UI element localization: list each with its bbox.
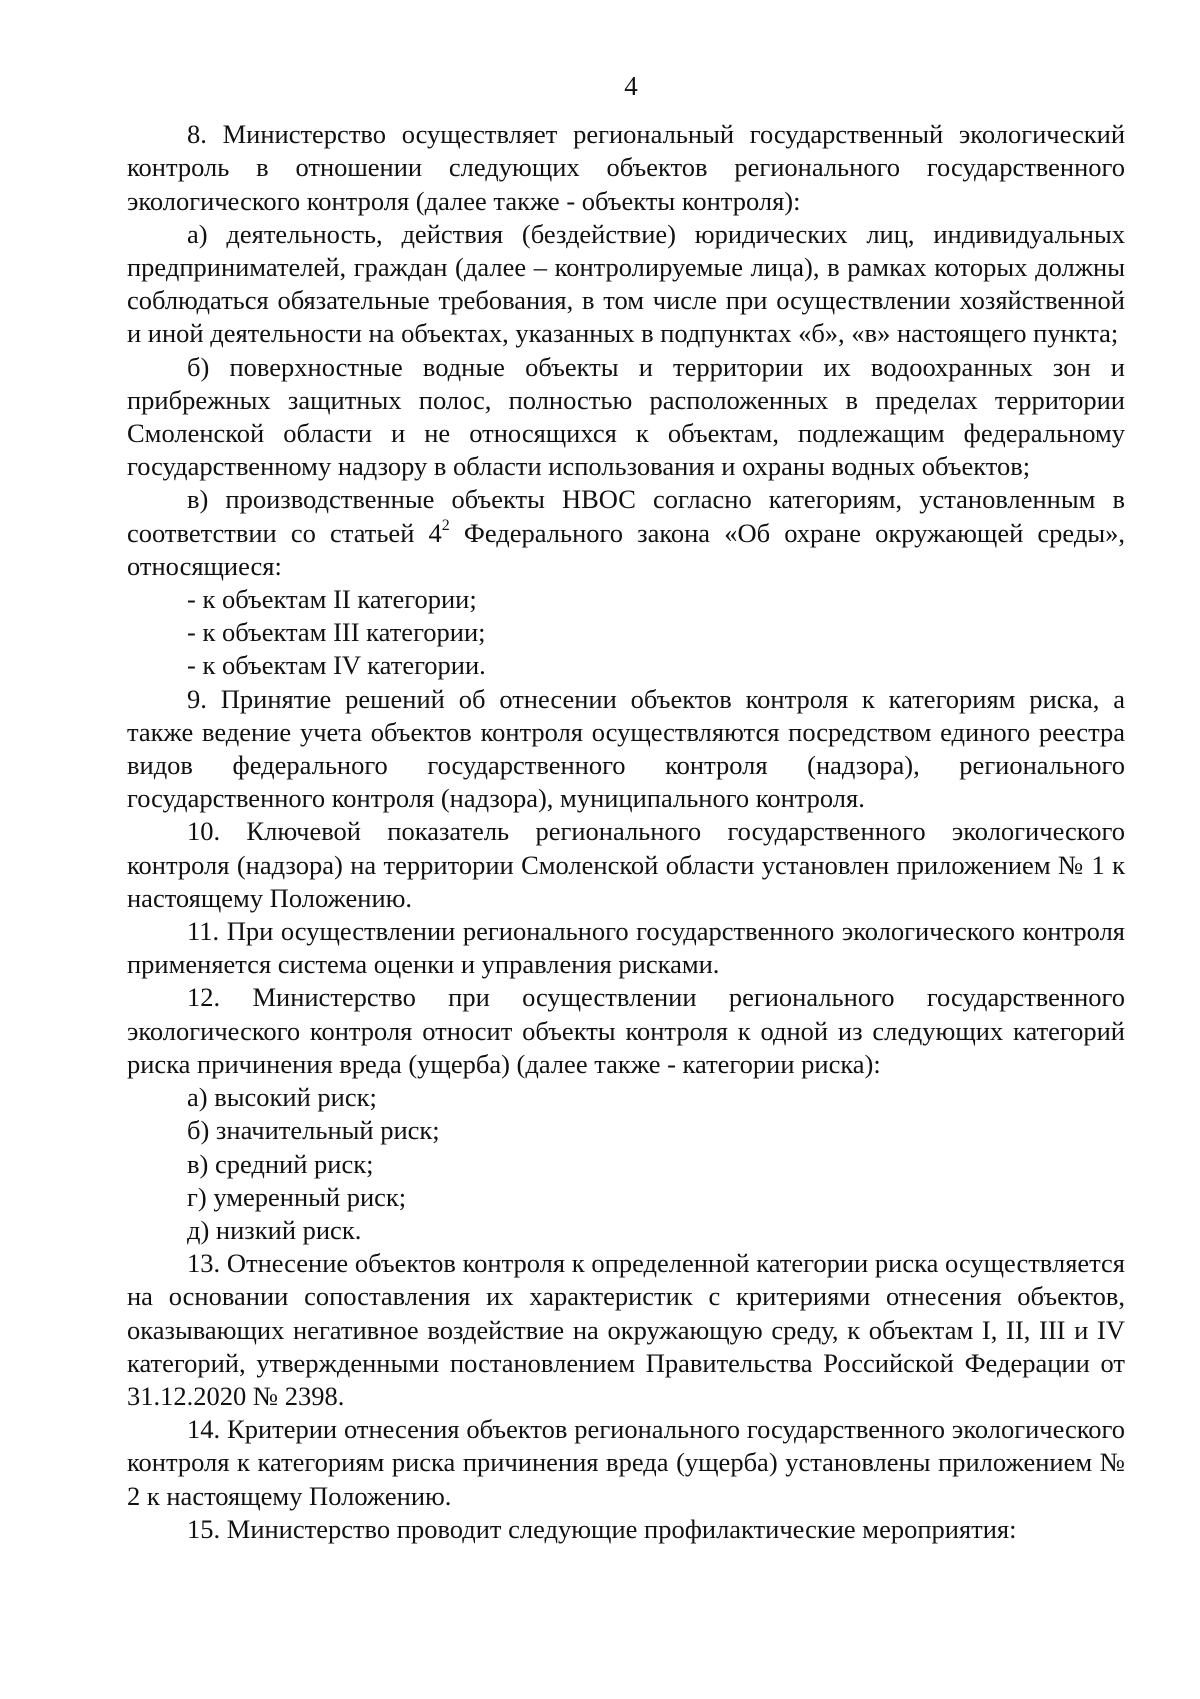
paragraph-8-b: б) поверхностные водные объекты и территории их водоохранных зон и прибрежных защитных полос, полностью расположенных в пределах территории Смоленской области и не относящихся к объектам, подлежащим федеральному государственному надзору в области использования и охраны водных объектов; [127, 351, 1125, 482]
paragraph-8-v-text-end: Федерального закона «Об охране окружающей среды», относящиеся: [127, 517, 1126, 581]
paragraph-9: 9. Принятие решений об отнесении объектов контроля к категориям риска, а также ведение учета объектов контроля осуществляются посредством единого реестра видов федерального государственного контроля (надзора), регионального государственного контроля (надзора), муниципального контроля. [127, 683, 1125, 814]
paragraph-8-v [127, 483, 1125, 583]
paragraph-14: 14. Критерии отнесения объектов регионального государственного экологического контроля к категориям риска причинения вреда (ущерба) установлены приложением № 2 к настоящему Положению. [127, 1414, 1125, 1511]
paragraph-13: 13. Отнесение объектов контроля к определенной категории риска осуществляется на основании сопоставления их характеристик с критериями отнесения объектов, оказывающих негативное воздействие на окружающую среду, к объектам I, II, III и IV категорий, утвержденными постановлением Правительства Российской Федерации от 31.12.2020 № 2398. [127, 1248, 1125, 1411]
paragraph-11: 11. При осуществлении регионального государственного экологического контроля применяется система оценки и управления рисками. [127, 916, 1125, 980]
paragraph-10: 10. Ключевой показатель регионального государственного экологического контроля (надзора) на территории Смоленской области установлен приложением № 1 к настоящему Положению. [127, 816, 1125, 913]
category-item: - к объектам IV категории. [187, 650, 486, 681]
paragraph-8: 8. Министерство осуществляет региональный государственный экологический контроль в отношении следующих объектов регионального государственного экологического контроля (далее также - объекты контроля): [127, 119, 1125, 216]
paragraph-8-v-text: в) производственные объекты НВОС согласно категориям, установленным в соответствии со статьей 4 [127, 484, 1125, 548]
risk-item: д) низкий риск. [187, 1214, 362, 1245]
category-item: - к объектам III категории; [187, 617, 486, 648]
risk-item: б) значительный риск; [187, 1115, 440, 1146]
paragraph-12: 12. Министерство при осуществлении регионального государственного экологического контроля относит объекты контроля к одной из следующих категорий риска причинения вреда (ущерба) (далее также - категории риска): [127, 982, 1125, 1079]
risk-item: г) умеренный риск; [187, 1181, 407, 1212]
risk-item: а) высокий риск; [187, 1082, 377, 1113]
risk-item: в) средний риск; [187, 1148, 374, 1179]
document-page [127, 70, 1125, 1546]
article-superscript: 2 [441, 516, 450, 534]
paragraph-8-a: а) деятельность, действия (бездействие) юридических лиц, индивидуальных предпринимателей, граждан (далее – контролируемые лица), в рамках которых должны соблюдаться обязательные требования, в том числе при осуществлении хозяйственной и иной деятельности на объектах, указанных в подпунктах «б», «в» настоящего пункта; [127, 218, 1125, 349]
category-item: - к объектам II категории; [187, 584, 477, 615]
paragraph-15: 15. Министерство проводит следующие профилактические мероприятия: [187, 1513, 1017, 1544]
page-number: 4 [624, 71, 638, 101]
